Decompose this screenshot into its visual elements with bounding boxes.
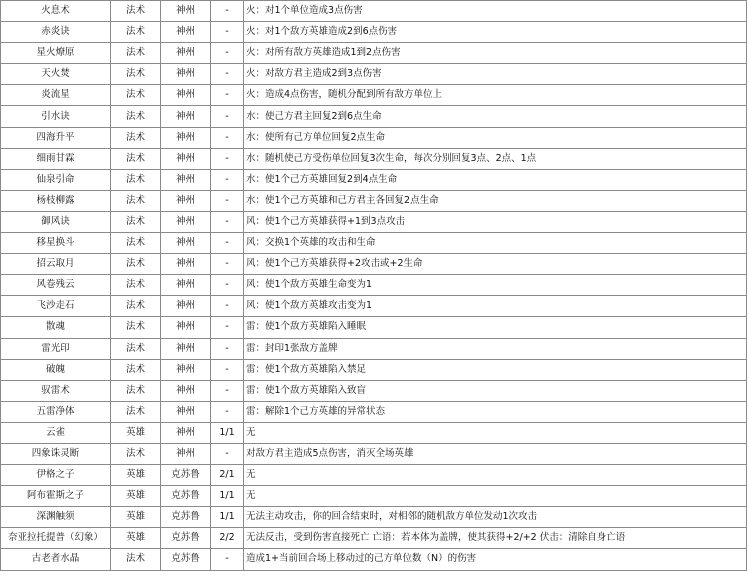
- card-effect-cell: 水：使1个己方英雄和己方君主各回复2点生命: [244, 190, 747, 211]
- table-row: [1, 43, 747, 64]
- table-row: [1, 1, 747, 22]
- card-type-cell: 法术: [111, 211, 161, 232]
- card-effect-cell: 雷：使1个敌方英雄陷入睡眠: [244, 317, 747, 338]
- card-type-cell: 法术: [111, 233, 161, 254]
- card-name-cell: 云雀: [1, 422, 111, 443]
- card-faction-cell: 神州: [161, 317, 211, 338]
- card-effect-cell: 水：使己方君主回复2到6点生命: [244, 106, 747, 127]
- card-stats-cell: -: [211, 64, 244, 85]
- card-type-cell: 法术: [111, 1, 161, 22]
- card-name-cell: 深渊触须: [1, 507, 111, 528]
- card-type-cell: 法术: [111, 254, 161, 275]
- card-type-cell: 法术: [111, 380, 161, 401]
- card-faction-cell: 神州: [161, 169, 211, 190]
- card-faction-cell: 神州: [161, 443, 211, 464]
- card-type-cell: 法术: [111, 169, 161, 190]
- card-name-cell: 星火燎原: [1, 43, 111, 64]
- card-faction-cell: 克苏鲁: [161, 486, 211, 507]
- table-row: [1, 380, 747, 401]
- card-effect-cell: 水：使1个己方英雄回复2到4点生命: [244, 169, 747, 190]
- card-type-cell: 法术: [111, 296, 161, 317]
- card-effect-cell: 水：随机使己方受伤单位回复3次生命，每次分别回复3点、2点、1点: [244, 148, 747, 169]
- table-row: [1, 275, 747, 296]
- card-stats-cell: -: [211, 43, 244, 64]
- table-row: [1, 296, 747, 317]
- card-faction-cell: 神州: [161, 401, 211, 422]
- card-effect-cell: 无: [244, 486, 747, 507]
- table-row: [1, 359, 747, 380]
- card-name-cell: 驭雷术: [1, 380, 111, 401]
- card-name-cell: 四象诛灵断: [1, 443, 111, 464]
- card-stats-cell: -: [211, 338, 244, 359]
- table-row: [1, 401, 747, 422]
- card-name-cell: 赤炎诀: [1, 22, 111, 43]
- card-effect-cell: 雷：使1个敌方英雄陷入致盲: [244, 380, 747, 401]
- card-stats-cell: -: [211, 148, 244, 169]
- card-effect-cell: 无: [244, 465, 747, 486]
- table-row: [1, 169, 747, 190]
- card-stats-cell: -: [211, 380, 244, 401]
- card-faction-cell: 克苏鲁: [161, 528, 211, 549]
- card-type-cell: 法术: [111, 317, 161, 338]
- card-name-cell: 杨枝柳露: [1, 190, 111, 211]
- card-stats-cell: -: [211, 317, 244, 338]
- card-name-cell: 招云取月: [1, 254, 111, 275]
- card-faction-cell: 神州: [161, 1, 211, 22]
- card-stats-cell: 1/1: [211, 422, 244, 443]
- card-effect-cell: 火：对1个单位造成3点伤害: [244, 1, 747, 22]
- card-stats-cell: -: [211, 1, 244, 22]
- card-effect-cell: 风：交换1个英雄的攻击和生命: [244, 233, 747, 254]
- card-faction-cell: 神州: [161, 422, 211, 443]
- card-type-cell: 法术: [111, 401, 161, 422]
- card-faction-cell: 神州: [161, 233, 211, 254]
- card-effect-cell: 风：使1个敌方英雄攻击变为1: [244, 296, 747, 317]
- card-type-cell: 法术: [111, 43, 161, 64]
- card-type-cell: 法术: [111, 106, 161, 127]
- card-name-cell: 伊格之子: [1, 465, 111, 486]
- card-name-cell: 仙泉引命: [1, 169, 111, 190]
- card-type-cell: 法术: [111, 64, 161, 85]
- card-name-cell: 风卷残云: [1, 275, 111, 296]
- card-type-cell: 法术: [111, 275, 161, 296]
- card-effect-cell: 雷：解除1个己方英雄的异常状态: [244, 401, 747, 422]
- card-name-cell: 奈亚拉托提普（幻象）: [1, 528, 111, 549]
- card-type-cell: 法术: [111, 148, 161, 169]
- card-type-cell: 法术: [111, 127, 161, 148]
- card-stats-cell: -: [211, 85, 244, 106]
- card-type-cell: 法术: [111, 359, 161, 380]
- card-name-cell: 火息术: [1, 1, 111, 22]
- card-stats-cell: -: [211, 401, 244, 422]
- card-effect-cell: 火：对所有敌方英雄造成1到2点伤害: [244, 43, 747, 64]
- table-row: [1, 64, 747, 85]
- table-row: [1, 85, 747, 106]
- card-stats-cell: -: [211, 359, 244, 380]
- card-effect-cell: 火：对敌方君主造成2到3点伤害: [244, 64, 747, 85]
- card-stats-cell: 2/2: [211, 528, 244, 549]
- card-faction-cell: 克苏鲁: [161, 549, 211, 570]
- card-type-cell: 法术: [111, 443, 161, 464]
- card-stats-cell: -: [211, 22, 244, 43]
- card-stats-cell: -: [211, 275, 244, 296]
- card-faction-cell: 克苏鲁: [161, 465, 211, 486]
- card-faction-cell: 神州: [161, 380, 211, 401]
- table-row: [1, 233, 747, 254]
- card-name-cell: 御风诀: [1, 211, 111, 232]
- card-type-cell: 法术: [111, 338, 161, 359]
- card-effect-cell: 无法反击，受到伤害直接死亡 亡语：若本体为盖牌，使其获得+2/+2 伏击：清除自身亡语: [244, 528, 747, 549]
- card-name-cell: 细雨甘霖: [1, 148, 111, 169]
- table-row: [1, 507, 747, 528]
- card-stats-cell: -: [211, 169, 244, 190]
- card-name-cell: 炎流星: [1, 85, 111, 106]
- table-row: [1, 465, 747, 486]
- table-row: [1, 528, 747, 549]
- card-faction-cell: 神州: [161, 64, 211, 85]
- card-faction-cell: 神州: [161, 254, 211, 275]
- card-type-cell: 英雄: [111, 528, 161, 549]
- card-faction-cell: 克苏鲁: [161, 507, 211, 528]
- card-stats-cell: -: [211, 106, 244, 127]
- card-stats-cell: 1/1: [211, 507, 244, 528]
- card-faction-cell: 神州: [161, 22, 211, 43]
- card-type-cell: 英雄: [111, 422, 161, 443]
- card-faction-cell: 神州: [161, 359, 211, 380]
- card-name-cell: 四海升平: [1, 127, 111, 148]
- card-type-cell: 法术: [111, 85, 161, 106]
- table-row: [1, 254, 747, 275]
- card-type-cell: 英雄: [111, 507, 161, 528]
- card-stats-cell: 2/1: [211, 465, 244, 486]
- card-name-cell: 破魄: [1, 359, 111, 380]
- card-effect-cell: 无法主动攻击，你的回合结束时，对相邻的随机敌方单位发动1次攻击: [244, 507, 747, 528]
- card-name-cell: 引水诀: [1, 106, 111, 127]
- card-effect-cell: 无: [244, 422, 747, 443]
- card-name-cell: 阿布霍斯之子: [1, 486, 111, 507]
- card-type-cell: 法术: [111, 549, 161, 570]
- card-type-cell: 法术: [111, 22, 161, 43]
- card-name-cell: 飞沙走石: [1, 296, 111, 317]
- card-stats-cell: -: [211, 296, 244, 317]
- card-faction-cell: 神州: [161, 85, 211, 106]
- card-name-cell: 古老者水晶: [1, 549, 111, 570]
- card-effect-cell: 风：使1个己方英雄获得+2攻击或+2生命: [244, 254, 747, 275]
- card-effect-cell: 风：使1个敌方英雄生命变为1: [244, 275, 747, 296]
- card-faction-cell: 神州: [161, 106, 211, 127]
- card-effect-cell: 火：造成4点伤害，随机分配到所有敌方单位上: [244, 85, 747, 106]
- card-faction-cell: 神州: [161, 296, 211, 317]
- table-row: [1, 22, 747, 43]
- card-faction-cell: 神州: [161, 43, 211, 64]
- card-faction-cell: 神州: [161, 275, 211, 296]
- table-row: [1, 127, 747, 148]
- card-name-cell: 移星换斗: [1, 233, 111, 254]
- card-stats-cell: -: [211, 549, 244, 570]
- card-stats-cell: -: [211, 233, 244, 254]
- table-row: [1, 443, 747, 464]
- table-row: [1, 148, 747, 169]
- card-effect-cell: 雷：使1个敌方英雄陷入禁足: [244, 359, 747, 380]
- table-row: [1, 338, 747, 359]
- card-faction-cell: 神州: [161, 190, 211, 211]
- table-row: [1, 422, 747, 443]
- card-faction-cell: 神州: [161, 338, 211, 359]
- card-stats-cell: -: [211, 211, 244, 232]
- card-type-cell: 英雄: [111, 486, 161, 507]
- card-effect-cell: 水：使所有己方单位回复2点生命: [244, 127, 747, 148]
- table-row: [1, 317, 747, 338]
- card-name-cell: 雷光印: [1, 338, 111, 359]
- card-stats-cell: -: [211, 190, 244, 211]
- table-row: [1, 211, 747, 232]
- card-name-cell: 散魂: [1, 317, 111, 338]
- card-faction-cell: 神州: [161, 127, 211, 148]
- card-type-cell: 法术: [111, 190, 161, 211]
- table-row: [1, 486, 747, 507]
- card-table-body: [1, 1, 747, 571]
- card-stats-cell: -: [211, 254, 244, 275]
- card-stats-cell: -: [211, 443, 244, 464]
- table-row: [1, 549, 747, 570]
- table-row: [1, 106, 747, 127]
- card-effect-cell: 火：对1个敌方英雄造成2到6点伤害: [244, 22, 747, 43]
- card-effect-cell: 造成1+当前回合场上移动过的己方单位数（N）的伤害: [244, 549, 747, 570]
- card-effect-cell: 对敌方君主造成5点伤害，消灭全场英雄: [244, 443, 747, 464]
- card-faction-cell: 神州: [161, 148, 211, 169]
- card-name-cell: 五雷净体: [1, 401, 111, 422]
- card-faction-cell: 神州: [161, 211, 211, 232]
- card-type-cell: 英雄: [111, 465, 161, 486]
- table-row: [1, 190, 747, 211]
- card-name-cell: 天火焚: [1, 64, 111, 85]
- card-effect-cell: 风：使1个己方英雄获得+1到3点攻击: [244, 211, 747, 232]
- card-stats-cell: -: [211, 127, 244, 148]
- card-stats-cell: 1/1: [211, 486, 244, 507]
- card-effect-cell: 雷：封印1张敌方盖牌: [244, 338, 747, 359]
